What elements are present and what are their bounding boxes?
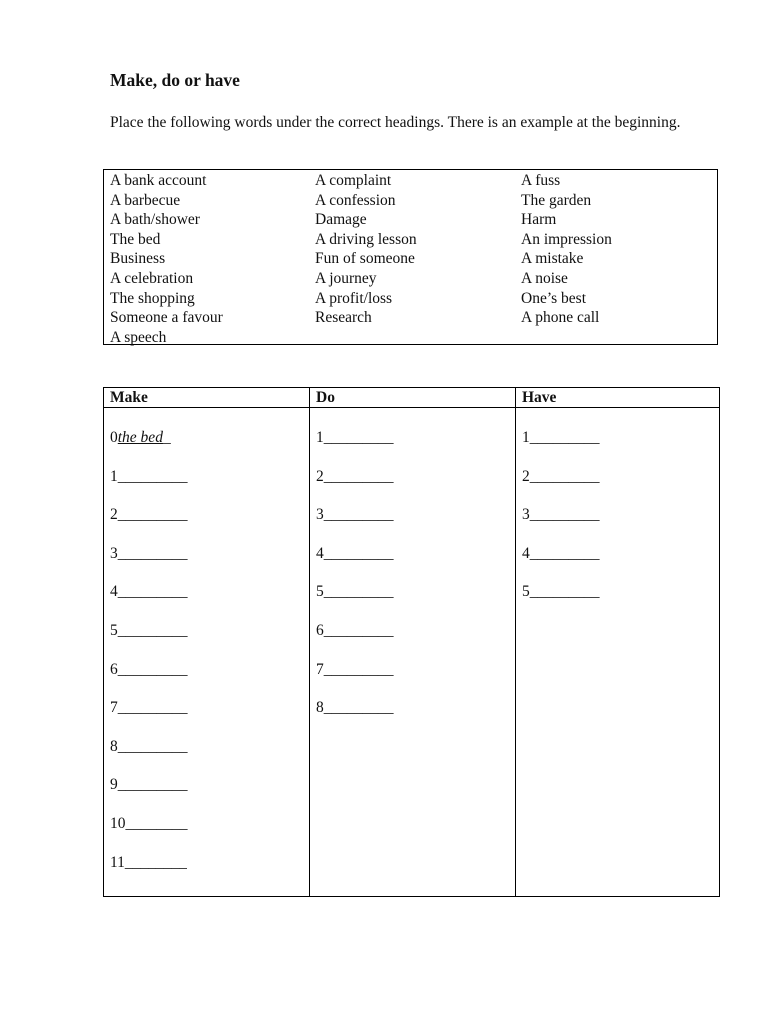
make-blanks (110, 428, 188, 891)
word-item: A confession (315, 191, 396, 209)
example-number: 0 (110, 429, 118, 446)
word-item: The shopping (110, 289, 195, 307)
answer-blank[interactable]: 7_________ (110, 699, 188, 717)
have-blanks (522, 428, 600, 621)
word-item: A mistake (521, 250, 584, 268)
word-item: Research (315, 309, 372, 327)
word-item: A celebration (110, 269, 194, 287)
word-item: A speech (110, 328, 167, 346)
do-header: Do (316, 389, 335, 406)
example-row (110, 428, 188, 447)
answer-blank[interactable]: 4_________ (110, 583, 188, 601)
answer-blank[interactable]: 6_________ (110, 660, 188, 678)
word-item: Fun of someone (315, 250, 415, 268)
answer-blank[interactable]: 2_________ (110, 506, 188, 524)
make-column (104, 388, 309, 896)
word-item: Harm (521, 211, 557, 229)
answer-blank[interactable]: 6_________ (316, 621, 394, 639)
word-item: A driving lesson (315, 230, 417, 248)
answer-blank[interactable]: 8_________ (316, 699, 394, 717)
answer-blank[interactable]: 2_________ (316, 467, 394, 485)
have-header: Have (522, 389, 557, 406)
do-column (309, 388, 516, 896)
instructions: Place the following words under the correct headings. There is an example at the beginning. (110, 114, 681, 131)
word-item: Damage (315, 211, 367, 229)
word-item: A barbecue (110, 191, 181, 209)
page-title: Make, do or have (110, 70, 240, 90)
answer-blank[interactable]: 3_________ (522, 506, 600, 524)
answer-blank[interactable]: 5_________ (522, 583, 600, 601)
word-item: A noise (521, 269, 568, 287)
word-bank-column-2 (315, 171, 417, 328)
word-item: A bath/shower (110, 211, 200, 229)
answer-table (103, 387, 720, 897)
word-item: One’s best (521, 289, 587, 307)
answer-blank[interactable]: 5_________ (316, 583, 394, 601)
word-bank (103, 169, 718, 345)
word-item: A bank account (110, 172, 207, 189)
have-column (515, 388, 720, 896)
answer-blank[interactable]: 3_________ (110, 544, 188, 562)
answer-blank[interactable]: 1_________ (316, 429, 394, 446)
answer-blank[interactable]: 7_________ (316, 660, 394, 678)
make-header: Make (110, 389, 148, 406)
word-item: A journey (315, 269, 377, 287)
answer-blank[interactable]: 9_________ (110, 776, 188, 794)
example-answer: the bed (117, 429, 163, 446)
word-item: Someone a favour (110, 309, 223, 327)
example-trail: _ (162, 429, 171, 446)
word-item: The bed (110, 230, 161, 248)
answer-blank[interactable]: 8_________ (110, 737, 188, 755)
answer-blank[interactable]: 3_________ (316, 506, 394, 524)
answer-blank[interactable]: 4_________ (522, 544, 600, 562)
word-bank-column-1 (110, 171, 223, 347)
word-item: An impression (521, 230, 612, 248)
word-item: A profit/loss (315, 289, 393, 307)
answer-blank[interactable]: 1_________ (110, 467, 188, 485)
word-item: Business (110, 250, 166, 268)
answer-blank[interactable]: 4_________ (316, 544, 394, 562)
answer-blank[interactable]: 1_________ (522, 429, 600, 446)
answer-blank[interactable]: 10________ (110, 814, 188, 832)
answer-blank[interactable]: 11________ (110, 853, 187, 871)
word-item: The garden (521, 191, 592, 209)
answer-blank[interactable]: 5_________ (110, 621, 188, 639)
word-item: A phone call (521, 309, 600, 327)
do-blanks (316, 428, 394, 737)
word-bank-column-3 (521, 171, 612, 328)
answer-blank[interactable]: 2_________ (522, 467, 600, 485)
word-item: A complaint (315, 172, 392, 189)
word-item: A fuss (521, 172, 561, 189)
